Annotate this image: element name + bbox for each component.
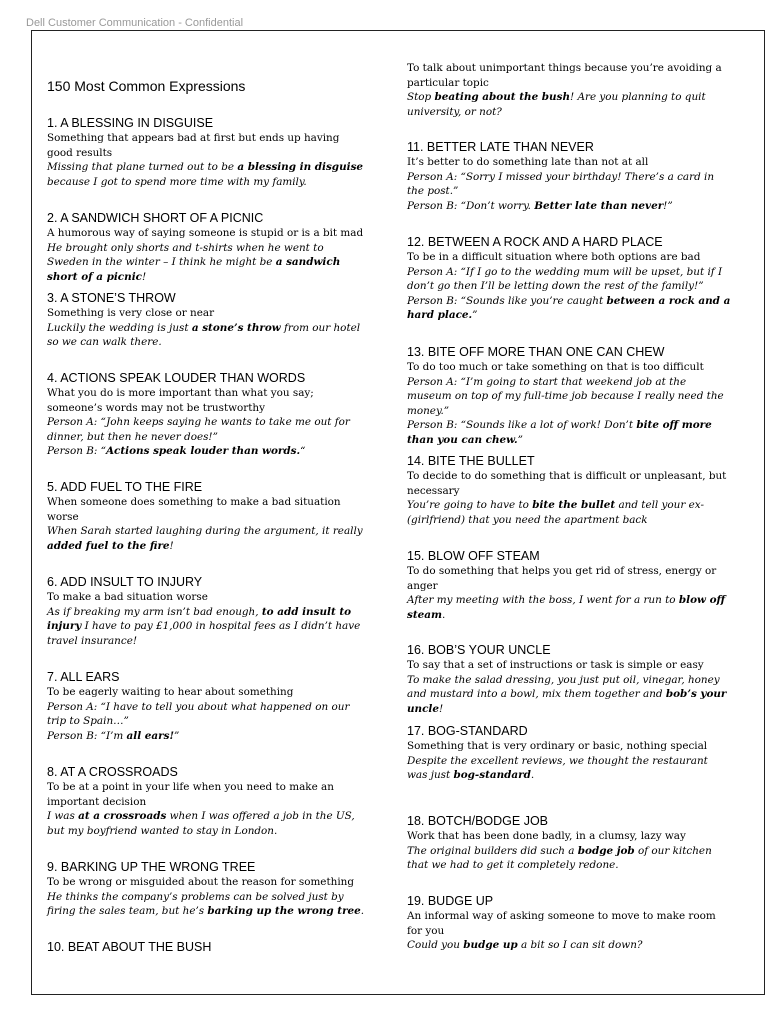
expression-entry: [407, 894, 731, 953]
highlighted-expression: bite the bullet: [532, 499, 616, 511]
example-text: ”: [472, 309, 478, 321]
expression-heading: 6. ADD INSULT TO INJURY: [47, 575, 203, 589]
example-text: !”: [663, 199, 673, 212]
expression-entry: [407, 140, 731, 213]
example-text: After my meeting with the boss, I went for a run to: [407, 594, 679, 606]
expression-example: [407, 418, 731, 447]
expression-example: [47, 729, 367, 744]
example-text: Luckily the wedding is just: [47, 321, 192, 334]
highlighted-expression: at a crossroads: [78, 810, 167, 822]
expression-entry: [47, 291, 367, 350]
expression-entry: [47, 116, 367, 189]
expression-entry: [407, 814, 731, 873]
expression-heading: 14. BITE THE BULLET: [407, 454, 535, 468]
example-text: ! Are you planning to quit university, or not?: [407, 91, 706, 118]
expression-heading: 19. BUDGE UP: [407, 894, 494, 908]
expression-heading: 13. BITE OFF MORE THAN ONE CAN CHEW: [407, 345, 665, 359]
example-text: Person A: “I’m going to start that weekend job at the museum on top of my full-time job because I really need the money.”: [407, 375, 724, 417]
example-text: .: [530, 769, 535, 781]
expression-heading: 12. BETWEEN A ROCK AND A HARD PLACE: [407, 235, 663, 249]
example-text: Person B: “Don’t worry.: [407, 199, 535, 212]
expression-entry: [407, 724, 731, 783]
highlighted-expression: to add insult to injury: [47, 605, 352, 632]
expression-entry: [407, 549, 731, 622]
expression-definition: When someone does something to make a bad situation worse: [47, 496, 341, 523]
expression-example: [407, 265, 731, 294]
expression-heading: 1. A BLESSING IN DISGUISE: [47, 116, 214, 130]
expression-example: [407, 90, 731, 119]
expression-example: [407, 294, 731, 323]
highlighted-expression: added fuel to the fire: [47, 539, 170, 552]
expression-heading: 2. A SANDWICH SHORT OF A PICNIC: [47, 211, 264, 225]
example-text: Despite the excellent reviews, we thought the restaurant was just: [407, 754, 708, 781]
example-text: Person B: “I’m: [47, 729, 127, 742]
expression-entry: [47, 765, 367, 838]
expression-example: [407, 593, 731, 622]
highlighted-expression: all ears!: [126, 729, 175, 742]
example-text: Person B: “Sounds like a lot of work! Don’t: [407, 419, 637, 431]
expression-definition: Something that is very ordinary or basic, nothing special: [407, 740, 708, 752]
example-text: I have to pay £1,000 in hospital fees as I didn’t have travel insurance!: [47, 620, 361, 647]
highlighted-expression: Better late than never: [534, 199, 664, 212]
expression-definition: To be in a difficult situation where both options are bad: [407, 251, 701, 263]
document-header: Dell Customer Communication - Confidential: [26, 17, 244, 29]
expression-heading: 7. ALL EARS: [47, 670, 120, 684]
expression-example: [407, 844, 731, 873]
expression-example: [47, 160, 367, 189]
highlighted-expression: barking up the wrong tree: [207, 905, 361, 917]
example-text: Person B: “: [47, 445, 106, 457]
expression-entry: [407, 345, 731, 447]
example-text: Could you: [407, 939, 464, 951]
expression-heading: 3. A STONE’S THROW: [47, 291, 176, 305]
example-text: To make the salad dressing, you just put oil, vinegar, honey and mustard into a bowl, mix them together and: [407, 673, 720, 700]
expression-definition: To make a bad situation worse: [47, 591, 208, 603]
expression-example: [47, 890, 367, 919]
example-text: .: [360, 905, 365, 917]
example-text: I was: [47, 810, 79, 822]
highlighted-expression: bite off more than you can chew.: [407, 419, 712, 446]
expression-entry: [47, 371, 367, 459]
example-text: Person B: “Sounds like you’re caught: [407, 294, 607, 307]
highlighted-expression: a blessing in disguise: [237, 161, 364, 173]
expression-entry: [47, 211, 367, 284]
expression-heading: 8. AT A CROSSROADS: [47, 765, 178, 779]
highlighted-expression: between a rock and a hard place.: [407, 294, 731, 321]
document-title: 150 Most Common Expressions: [47, 78, 246, 94]
expression-entry: [47, 670, 367, 743]
expression-heading: 9. BARKING UP THE WRONG TREE: [47, 860, 256, 874]
expression-example: [47, 809, 367, 838]
expression-heading: 16. BOB’S YOUR UNCLE: [407, 643, 551, 657]
highlighted-expression: bodge job: [577, 844, 635, 857]
example-text: when I was offered a job in the US, but my boyfriend wanted to stay in London.: [47, 810, 355, 837]
expression-entry: [407, 454, 731, 527]
highlighted-expression: budge up: [463, 939, 518, 951]
expression-heading: 5. ADD FUEL TO THE FIRE: [47, 480, 203, 494]
expression-heading: 11. BETTER LATE THAN NEVER: [407, 140, 594, 154]
example-text: He brought only shorts and t-shirts when he went to Sweden in the winter – I think he might be: [47, 241, 324, 268]
expression-entry: [47, 575, 367, 648]
example-text: Person A: “Sorry I missed your birthday! There’s a card in the post.”: [407, 170, 715, 197]
example-text: You’re going to have to: [407, 499, 533, 511]
expression-entry: [47, 940, 367, 955]
highlighted-expression: a stone’s throw: [191, 321, 281, 334]
example-text: !: [439, 702, 444, 715]
highlighted-expression: blow off steam: [407, 594, 726, 621]
expression-definition: To do too much or take something on that is too difficult: [407, 361, 704, 373]
expression-entry: [407, 643, 731, 716]
example-text: Person A: “John keeps saying he wants to take me out for dinner, but then he never does!”: [47, 416, 350, 443]
expression-example: [407, 938, 731, 953]
example-text: because I got to spend more time with my family.: [47, 175, 307, 188]
expression-example: [47, 524, 367, 553]
example-text: Missing that plane turned out to be: [47, 161, 238, 173]
expression-heading: 18. BOTCH/BODGE JOB: [407, 814, 549, 828]
example-text: !: [141, 270, 147, 283]
expression-definition: To talk about unimportant things because you’re avoiding a particular topic: [407, 62, 722, 89]
example-text: and tell your ex-(girlfriend) that you need the apartment back: [407, 499, 704, 526]
example-text: .: [442, 608, 446, 621]
expression-example: [407, 754, 731, 783]
example-text: “: [300, 445, 306, 457]
example-text: of our kitchen that we had to get it completely redone.: [407, 844, 712, 871]
expression-example: [47, 605, 367, 649]
highlighted-expression: a sandwich short of a picnic: [47, 256, 341, 283]
expression-definition: An informal way of asking someone to move to make room for you: [407, 910, 716, 937]
expression-definition: What you do is more important than what you say; someone’s words may not be trustworthy: [47, 387, 314, 414]
example-text: ”: [517, 433, 523, 446]
expression-example: [47, 241, 367, 285]
highlighted-expression: beating about the bush: [434, 91, 571, 103]
example-text: As if breaking my arm isn’t bad enough,: [47, 605, 262, 618]
expression-entry: [407, 235, 731, 323]
expression-example: [407, 673, 731, 717]
example-text: !: [169, 539, 174, 552]
expression-definition: Work that has been done badly, in a clumsy, lazy way: [407, 830, 686, 842]
example-text: Stop: [407, 91, 435, 103]
example-text: Person A: “I have to tell you about what happened on our trip to Spain…”: [47, 700, 350, 727]
expression-definition: To decide to do something that is difficult or unpleasant, but necessary: [407, 470, 727, 497]
example-text: When Sarah started laughing during the argument, it really: [47, 525, 363, 537]
example-text: Person A: “If I go to the wedding mum will be upset, but if I don’t go then I’ll be letting down the rest of the family!”: [407, 265, 723, 292]
expression-definition: Something is very close or near: [47, 307, 215, 319]
expression-heading: 10. BEAT ABOUT THE BUSH: [47, 940, 212, 954]
example-text: from our hotel so we can walk there.: [47, 321, 361, 348]
expression-definition: It’s better to do something late than not at all: [407, 156, 649, 168]
expression-definition: To be eagerly waiting to hear about something: [47, 686, 294, 698]
highlighted-expression: Actions speak louder than words.: [105, 445, 301, 457]
example-text: He thinks the company’s problems can be solved just by firing the sales team, but he’s: [47, 890, 344, 917]
expression-heading: 17. BOG-STANDARD: [407, 724, 528, 738]
expression-heading: 15. BLOW OFF STEAM: [407, 549, 540, 563]
expression-definition: To say that a set of instructions or task is simple or easy: [407, 659, 704, 671]
expression-heading: 4. ACTIONS SPEAK LOUDER THAN WORDS: [47, 371, 306, 385]
expression-entry: [407, 61, 731, 119]
expression-entry: [47, 480, 367, 553]
expression-example: [47, 415, 367, 444]
highlighted-expression: bog-standard: [453, 769, 531, 781]
expression-example: [47, 700, 367, 729]
expression-definition: To do something that helps you get rid of stress, energy or anger: [407, 565, 717, 592]
expression-definition: To be at a point in your life when you need to make an important decision: [47, 781, 334, 808]
example-text: The original builders did such a: [407, 844, 578, 857]
expression-definition: A humorous way of saying someone is stupid or is a bit mad: [47, 227, 364, 239]
expression-entry: [47, 860, 367, 919]
expression-definition: Something that appears bad at first but ends up having good results: [47, 132, 340, 159]
expression-example: [47, 444, 367, 459]
example-text: a bit so I can sit down?: [517, 939, 643, 951]
expression-example: [407, 199, 731, 214]
expression-example: [47, 321, 367, 350]
example-text: ”: [174, 729, 180, 742]
expression-definition: To be wrong or misguided about the reason for something: [47, 876, 354, 888]
expression-example: [407, 498, 731, 527]
expression-example: [407, 375, 731, 419]
expression-example: [407, 170, 731, 199]
highlighted-expression: bob’s your uncle: [407, 688, 727, 715]
